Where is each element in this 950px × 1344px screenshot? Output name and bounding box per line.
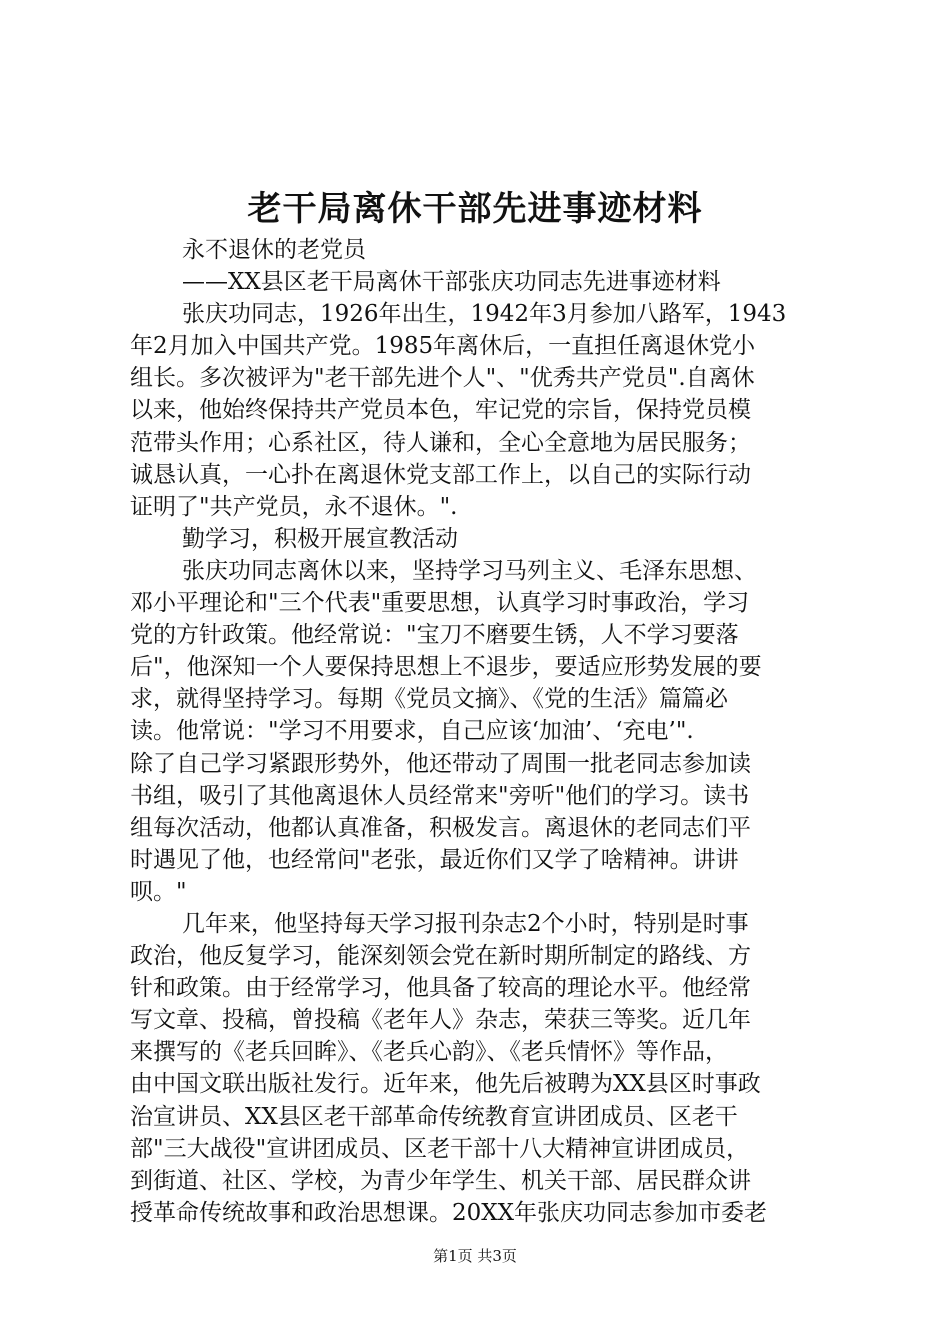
text-line: 张庆功同志离休以来，坚持学习马列主义、毛泽东思想、 [182, 557, 757, 584]
text-line: 求，就得坚持学习。每期《党员文摘》、《党的生活》篇篇必 [130, 686, 728, 713]
text-line: 勤学习，积极开展宣教活动 [182, 525, 458, 552]
text-line: 范带头作用；心系社区，待人谦和，全心全意地为居民服务； [130, 429, 751, 456]
text-line: 由中国文联出版社发行。近年来，他先后被聘为XX县区时事政 [130, 1071, 761, 1098]
text-line: 年2月加入中国共产党。1985年离休后，一直担任离退休党小 [130, 333, 756, 360]
text-line: 政治，他反复学习，能深刻领会党在新时期所制定的路线、方 [130, 943, 751, 970]
text-line: 到街道、社区、学校，为青少年学生、机关干部、居民群众讲 [130, 1167, 751, 1194]
document-title: 老干局离休干部先进事迹材料 [247, 189, 703, 229]
text-line: 除了自己学习紧跟形势外，他还带动了周围一批老同志参加读 [130, 750, 751, 777]
text-line: 书组，吸引了其他离退休人员经常来"旁听"他们的学习。读书 [130, 782, 750, 809]
page-footer: 第1页 共3页 [433, 1247, 517, 1265]
text-line: 写文章、投稿，曾投稿《老年人》杂志，荣获三等奖。近几年 [130, 1007, 751, 1034]
text-line: 时遇见了他，也经常问"老张，最近你们又学了啥精神。讲讲 [130, 846, 739, 873]
text-line: 组每次活动，他都认真准备，积极发言。离退休的老同志们平 [130, 814, 751, 841]
text-line: 永不退休的老党员 [182, 237, 366, 263]
text-line: 组长。多次被评为"老干部先进个人"、"优秀共产党员".自离休 [130, 365, 755, 392]
text-line: 诚恳认真，一心扑在离退休党支部工作上，以自己的实际行动 [130, 461, 751, 488]
text-line: 治宣讲员、XX县区老干部革命传统教育宣讲团成员、区老干 [130, 1103, 738, 1130]
text-line: 几年来，他坚持每天学习报刊杂志2个小时，特别是时事 [182, 910, 749, 937]
text-line: 后"，他深知一个人要保持思想上不退步，要适应形势发展的要 [130, 654, 762, 681]
text-line: 针和政策。由于经常学习，他具备了较高的理论水平。他经常 [130, 975, 751, 1002]
text-line: 党的方针政策。他经常说："宝刀不磨要生锈，人不学习要落 [130, 622, 739, 649]
text-line: 部"三大战役"宣讲团成员、区老干部十八大精神宣讲团成员， [130, 1135, 750, 1162]
text-line: 读。他常说："学习不用要求，自己应该‘加油’、‘充电’". [130, 718, 694, 745]
text-line: 邓小平理论和"三个代表"重要思想，认真学习时事政治，学习 [130, 590, 750, 617]
document-body [130, 234, 830, 1229]
text-line: 授革命传统故事和政治思想课。20XX年张庆功同志参加市委老 [130, 1199, 768, 1226]
text-line: 呗。" [130, 878, 187, 905]
text-line: 来撰写的《老兵回眸》、《老兵心韵》、《老兵情怀》等作品， [130, 1039, 728, 1066]
text-line: 张庆功同志，1926年出生，1942年3月参加八路军，1943 [182, 301, 787, 328]
text-line: 以来，他始终保持共产党员本色，牢记党的宗旨，保持党员模 [130, 397, 751, 424]
text-line: 证明了"共产党员，永不退休。". [130, 493, 458, 520]
text-line: ——XX县区老干局离休干部张庆功同志先进事迹材料 [182, 269, 721, 296]
